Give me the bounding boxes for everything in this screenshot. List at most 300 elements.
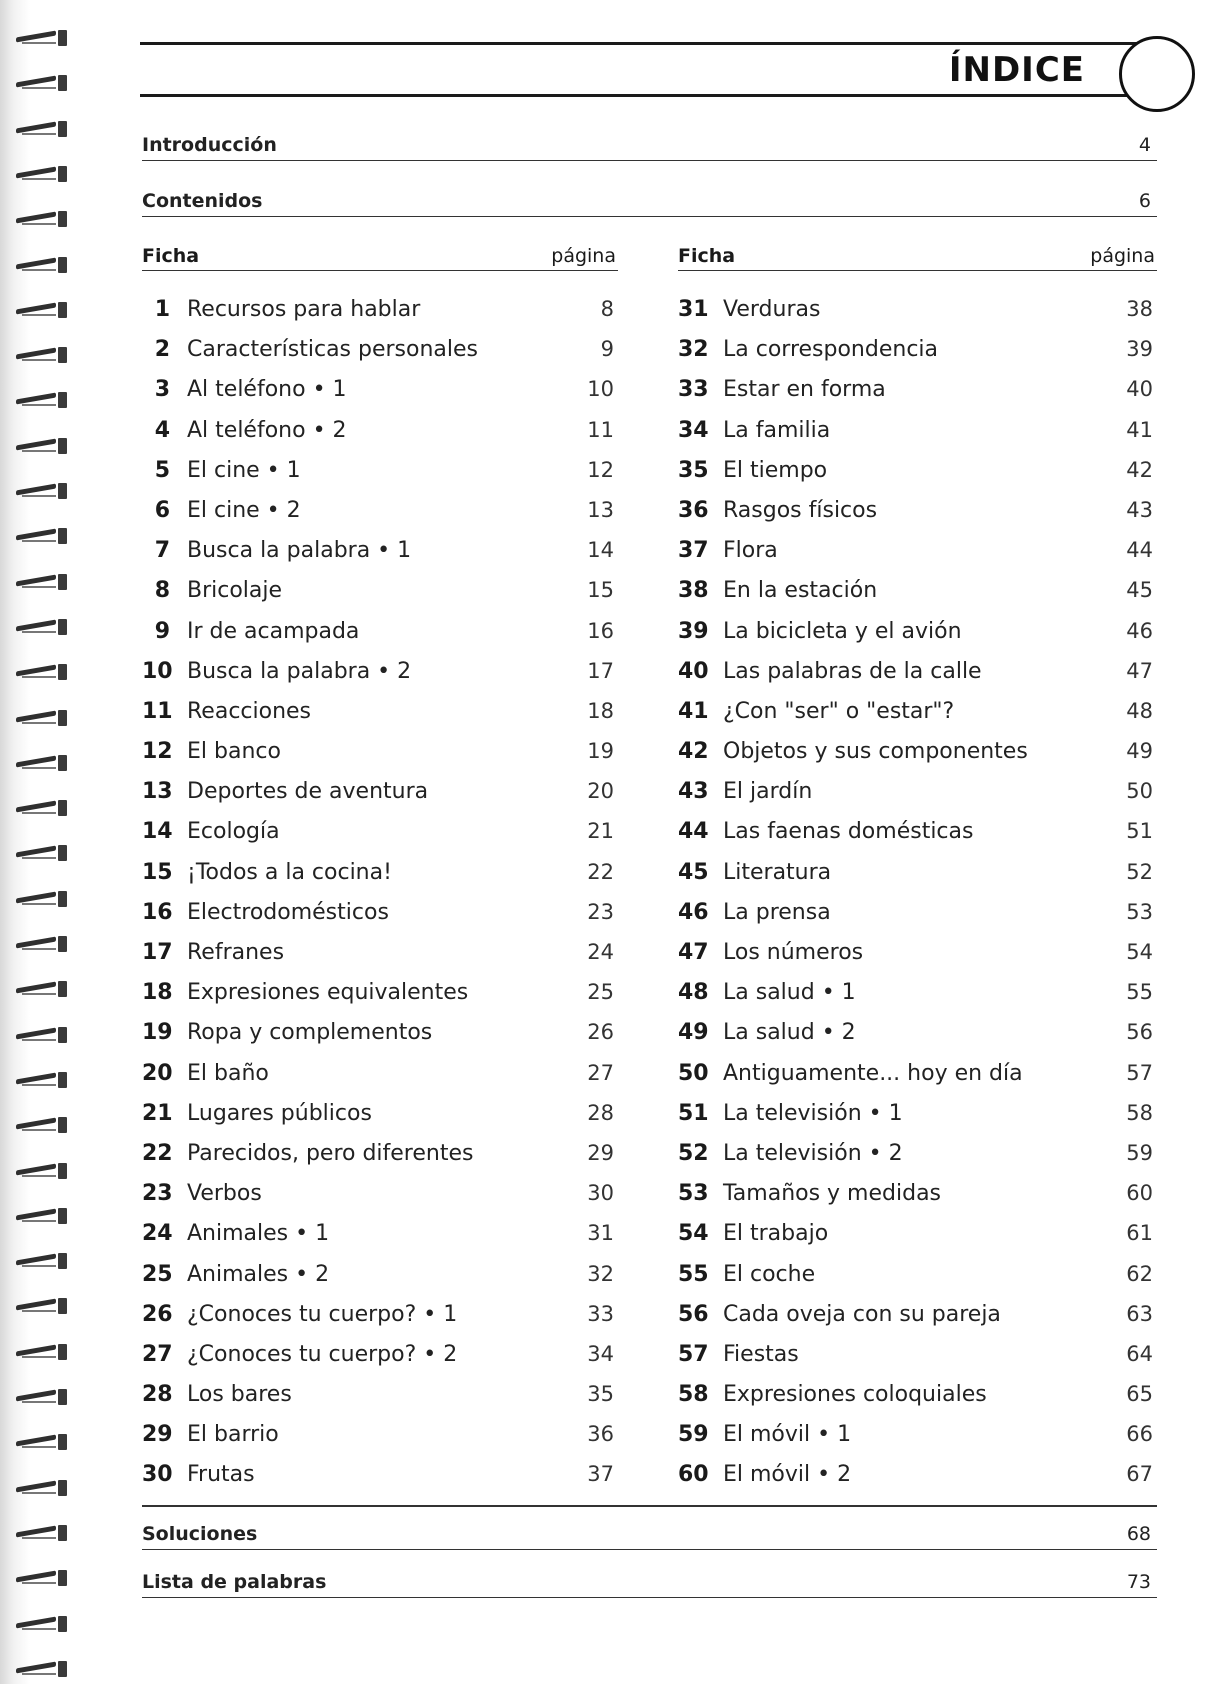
ficha-page: 26 xyxy=(587,1020,614,1045)
ficha-row[interactable] xyxy=(142,1135,618,1175)
fichas-list-left xyxy=(142,291,618,1497)
ficha-page: 54 xyxy=(1126,940,1153,964)
binding-ring xyxy=(16,345,70,365)
ficha-number: 51 xyxy=(678,1100,709,1126)
ficha-number: 38 xyxy=(678,578,709,604)
ficha-row[interactable] xyxy=(142,1296,618,1336)
ficha-number: 14 xyxy=(142,819,173,845)
ficha-number: 39 xyxy=(678,618,709,644)
ficha-row[interactable] xyxy=(678,1055,1157,1095)
ficha-number: 33 xyxy=(678,377,709,403)
fichas-list-right xyxy=(678,291,1157,1497)
ficha-number: 27 xyxy=(142,1341,173,1367)
ficha-page: 22 xyxy=(587,859,614,884)
binding-ring xyxy=(16,572,70,592)
ficha-title: El móvil • 2 xyxy=(723,1462,852,1488)
ficha-number: 55 xyxy=(678,1261,709,1287)
ficha-page: 50 xyxy=(1126,779,1153,804)
ficha-title: Busca la palabra • 1 xyxy=(187,538,412,564)
binding-ring xyxy=(16,662,70,682)
binding-ring xyxy=(16,1161,70,1181)
ficha-title: Ir de acampada xyxy=(187,618,360,644)
binding-ring xyxy=(16,1387,70,1407)
ficha-number: 21 xyxy=(142,1100,173,1126)
column-header-pagina: página xyxy=(1090,245,1155,267)
ficha-page: 65 xyxy=(1126,1382,1153,1407)
ficha-title: Los números xyxy=(723,940,864,965)
ficha-title: Al teléfono • 1 xyxy=(187,377,347,403)
entry-soluciones[interactable] xyxy=(142,1515,1157,1550)
ficha-number: 2 xyxy=(154,337,170,363)
ficha-number: 31 xyxy=(678,297,709,322)
binding-ring xyxy=(16,753,70,773)
ficha-row[interactable] xyxy=(142,331,618,371)
ficha-page: 25 xyxy=(587,980,614,1005)
binding-ring xyxy=(16,798,70,818)
ficha-title: El cine • 2 xyxy=(187,497,301,523)
ficha-page: 67 xyxy=(1126,1462,1153,1487)
entry-page: 73 xyxy=(1126,1571,1151,1593)
ficha-row[interactable] xyxy=(678,1175,1157,1215)
ficha-title: Verbos xyxy=(187,1181,262,1207)
ficha-page: 9 xyxy=(600,337,614,362)
ficha-number: 20 xyxy=(142,1060,173,1086)
ficha-title: Recursos para hablar xyxy=(187,297,421,322)
ficha-title: Ropa y complementos xyxy=(187,1020,433,1046)
ficha-number: 48 xyxy=(678,980,709,1006)
ficha-row[interactable] xyxy=(678,854,1157,894)
ficha-page: 15 xyxy=(587,578,614,603)
binding-ring xyxy=(16,1478,70,1498)
ficha-row[interactable] xyxy=(678,1014,1157,1054)
binding-ring xyxy=(16,708,70,728)
ficha-row[interactable] xyxy=(678,412,1157,452)
ficha-title: El cine • 1 xyxy=(187,457,301,483)
ficha-number: 6 xyxy=(154,497,170,523)
ficha-page: 39 xyxy=(1126,337,1153,362)
ficha-title: La televisión • 2 xyxy=(723,1140,903,1166)
ficha-row[interactable] xyxy=(142,1055,618,1095)
ficha-page: 14 xyxy=(587,538,614,563)
ficha-row[interactable] xyxy=(142,1215,618,1255)
ficha-title: El baño xyxy=(187,1060,269,1086)
binding-ring xyxy=(16,1251,70,1271)
ficha-page: 16 xyxy=(587,618,614,643)
ficha-row[interactable] xyxy=(678,773,1157,813)
ficha-title: Refranes xyxy=(187,940,285,965)
column-header-ficha: Ficha xyxy=(142,245,200,267)
ficha-title: ¿Conoces tu cuerpo? • 1 xyxy=(187,1301,458,1327)
ficha-number: 3 xyxy=(154,377,170,403)
ficha-row[interactable] xyxy=(142,1256,618,1296)
binding-ring xyxy=(16,843,70,863)
binding-ring xyxy=(16,436,70,456)
ficha-page: 60 xyxy=(1126,1181,1153,1206)
entry-introduccion[interactable] xyxy=(142,126,1157,161)
ficha-page: 44 xyxy=(1126,538,1153,563)
ficha-page: 20 xyxy=(587,779,614,804)
ficha-page: 63 xyxy=(1126,1301,1153,1326)
ficha-number: 22 xyxy=(142,1140,173,1166)
ficha-row[interactable] xyxy=(142,291,618,331)
ficha-number: 54 xyxy=(678,1221,709,1247)
ficha-row[interactable] xyxy=(678,532,1157,572)
fichas-column-left xyxy=(142,240,618,1497)
ficha-page: 66 xyxy=(1126,1422,1153,1447)
spiral-binding xyxy=(0,0,78,1684)
ficha-page: 13 xyxy=(587,497,614,522)
ficha-title: Rasgos físicos xyxy=(723,497,878,523)
ficha-row[interactable] xyxy=(678,934,1157,974)
ficha-row[interactable] xyxy=(678,693,1157,733)
ficha-page: 10 xyxy=(587,377,614,402)
ficha-title: El trabajo xyxy=(723,1221,829,1247)
entry-label: Soluciones xyxy=(142,1523,258,1545)
ficha-title: El tiempo xyxy=(723,457,828,483)
ficha-page: 52 xyxy=(1126,859,1153,884)
ficha-title: ¿Con "ser" o "estar"? xyxy=(723,698,955,724)
ficha-number: 52 xyxy=(678,1140,709,1166)
ficha-number: 9 xyxy=(154,618,170,644)
ficha-title: Las faenas domésticas xyxy=(723,819,974,845)
ficha-number: 24 xyxy=(142,1221,173,1247)
binding-ring xyxy=(16,1025,70,1045)
ficha-row[interactable] xyxy=(678,613,1157,653)
binding-ring xyxy=(16,889,70,909)
ficha-title: Verduras xyxy=(723,297,821,322)
ficha-row[interactable] xyxy=(678,492,1157,532)
ficha-title: La salud • 1 xyxy=(723,980,856,1006)
ficha-page: 49 xyxy=(1126,739,1153,764)
ficha-row[interactable] xyxy=(142,693,618,733)
ficha-row[interactable] xyxy=(142,1336,618,1376)
ficha-row[interactable] xyxy=(678,653,1157,693)
ficha-number: 4 xyxy=(154,417,170,443)
ficha-number: 41 xyxy=(678,698,709,724)
ficha-row[interactable] xyxy=(142,412,618,452)
ficha-row[interactable] xyxy=(142,894,618,934)
ficha-title: El coche xyxy=(723,1261,816,1287)
binding-ring xyxy=(16,979,70,999)
entry-contenidos[interactable] xyxy=(142,182,1157,217)
ficha-number: 42 xyxy=(678,739,709,765)
ficha-page: 59 xyxy=(1126,1140,1153,1165)
ficha-page: 61 xyxy=(1126,1221,1153,1246)
ficha-row[interactable] xyxy=(678,1135,1157,1175)
binding-ring xyxy=(16,1568,70,1588)
header-rule-top xyxy=(140,42,1145,45)
ficha-title: Expresiones coloquiales xyxy=(723,1382,987,1408)
ficha-number: 43 xyxy=(678,779,709,805)
ficha-number: 25 xyxy=(142,1261,173,1287)
binding-ring xyxy=(16,300,70,320)
entry-label: Introducción xyxy=(142,134,277,156)
ficha-row[interactable] xyxy=(678,974,1157,1014)
ficha-title: Literatura xyxy=(723,859,832,885)
ficha-title: El barrio xyxy=(187,1422,279,1448)
binding-ring xyxy=(16,1614,70,1634)
ficha-number: 37 xyxy=(678,538,709,564)
ficha-title: Las palabras de la calle xyxy=(723,658,982,684)
ficha-number: 5 xyxy=(154,457,170,483)
ficha-page: 21 xyxy=(587,819,614,844)
ficha-title: Frutas xyxy=(187,1462,255,1488)
ficha-number: 12 xyxy=(142,739,173,765)
ficha-row[interactable] xyxy=(678,291,1157,331)
ficha-page: 23 xyxy=(587,899,614,924)
ficha-title: La prensa xyxy=(723,899,831,925)
ficha-number: 29 xyxy=(142,1422,173,1448)
entry-label: Lista de palabras xyxy=(142,1571,327,1593)
ficha-number: 18 xyxy=(142,980,173,1006)
ficha-page: 41 xyxy=(1126,417,1153,442)
ficha-row[interactable] xyxy=(142,532,618,572)
section-divider xyxy=(142,1505,1157,1507)
ficha-number: 1 xyxy=(154,297,170,322)
binding-ring xyxy=(16,1115,70,1135)
binding-ring xyxy=(16,1206,70,1226)
entry-page: 4 xyxy=(1138,134,1151,156)
ficha-row[interactable] xyxy=(142,1456,618,1496)
binding-ring xyxy=(16,1659,70,1679)
ficha-title: La familia xyxy=(723,417,831,443)
ficha-row[interactable] xyxy=(142,492,618,532)
binding-ring xyxy=(16,164,70,184)
ficha-row[interactable] xyxy=(678,1416,1157,1456)
ficha-title: Deportes de aventura xyxy=(187,779,429,805)
page-title: ÍNDICE xyxy=(948,50,1085,90)
ficha-number: 46 xyxy=(678,899,709,925)
binding-ring xyxy=(16,934,70,954)
ficha-row[interactable] xyxy=(142,1014,618,1054)
ficha-title: Lugares públicos xyxy=(187,1100,372,1126)
ficha-number: 45 xyxy=(678,859,709,885)
ficha-row[interactable] xyxy=(142,653,618,693)
ficha-title: Cada oveja con su pareja xyxy=(723,1301,1001,1327)
ficha-page: 12 xyxy=(587,457,614,482)
ficha-row[interactable] xyxy=(678,331,1157,371)
ficha-page: 42 xyxy=(1126,457,1153,482)
ficha-number: 32 xyxy=(678,337,709,363)
entry-page: 68 xyxy=(1126,1523,1151,1545)
binding-ring xyxy=(16,1523,70,1543)
ficha-number: 10 xyxy=(142,658,173,684)
ficha-row[interactable] xyxy=(678,733,1157,773)
ficha-number: 57 xyxy=(678,1341,709,1367)
ficha-page: 33 xyxy=(587,1301,614,1326)
entry-page: 6 xyxy=(1138,190,1151,212)
ficha-number: 56 xyxy=(678,1301,709,1327)
ficha-title: Objetos y sus componentes xyxy=(723,739,1028,765)
ficha-title: La televisión • 1 xyxy=(723,1100,903,1126)
ficha-title: Busca la palabra • 2 xyxy=(187,658,412,684)
ficha-page: 56 xyxy=(1126,1020,1153,1045)
ficha-title: Estar en forma xyxy=(723,377,886,403)
ficha-page: 57 xyxy=(1126,1060,1153,1085)
ficha-title: El banco xyxy=(187,739,281,765)
ficha-title: ¿Conoces tu cuerpo? • 2 xyxy=(187,1341,458,1367)
ficha-row[interactable] xyxy=(678,1256,1157,1296)
binding-ring xyxy=(16,617,70,637)
ficha-title: Flora xyxy=(723,538,778,564)
ficha-page: 38 xyxy=(1126,297,1153,321)
ficha-page: 17 xyxy=(587,658,614,683)
ficha-number: 44 xyxy=(678,819,709,845)
ficha-title: La correspondencia xyxy=(723,337,939,363)
ficha-page: 30 xyxy=(587,1181,614,1206)
ficha-title: El móvil • 1 xyxy=(723,1422,852,1448)
ficha-number: 59 xyxy=(678,1422,709,1448)
ficha-page: 35 xyxy=(587,1382,614,1407)
ficha-number: 16 xyxy=(142,899,173,925)
ficha-row[interactable] xyxy=(678,1095,1157,1135)
ficha-number: 11 xyxy=(142,698,173,724)
ficha-row[interactable] xyxy=(678,1336,1157,1376)
ficha-title: El jardín xyxy=(723,779,813,805)
column-header xyxy=(678,240,1157,271)
fichas-column-right xyxy=(678,240,1157,1497)
ficha-page: 24 xyxy=(587,940,614,964)
entry-label: Contenidos xyxy=(142,190,263,212)
ficha-page: 53 xyxy=(1126,899,1153,924)
ficha-page: 45 xyxy=(1126,578,1153,603)
ficha-page: 62 xyxy=(1126,1261,1153,1286)
ficha-page: 46 xyxy=(1126,618,1153,643)
ficha-row[interactable] xyxy=(142,773,618,813)
ficha-row[interactable] xyxy=(142,974,618,1014)
entry-lista-de-palabras[interactable] xyxy=(142,1563,1157,1598)
ficha-title: En la estación xyxy=(723,578,878,604)
ficha-page: 55 xyxy=(1126,980,1153,1005)
ficha-page: 18 xyxy=(587,698,614,723)
ficha-row[interactable] xyxy=(142,934,618,974)
ficha-row[interactable] xyxy=(142,572,618,612)
ficha-number: 53 xyxy=(678,1181,709,1207)
ficha-row[interactable] xyxy=(142,1175,618,1215)
ficha-title: Ecología xyxy=(187,819,280,845)
ficha-number: 49 xyxy=(678,1020,709,1046)
ficha-row[interactable] xyxy=(142,733,618,773)
ficha-number: 60 xyxy=(678,1462,709,1488)
ficha-row[interactable] xyxy=(678,371,1157,411)
ficha-title: Características personales xyxy=(187,337,479,363)
ficha-row[interactable] xyxy=(678,1456,1157,1496)
ficha-page: 32 xyxy=(587,1261,614,1286)
ficha-row[interactable] xyxy=(142,1095,618,1135)
ficha-page: 48 xyxy=(1126,698,1153,723)
ficha-page: 31 xyxy=(587,1221,614,1246)
binding-ring xyxy=(16,1432,70,1452)
ficha-page: 64 xyxy=(1126,1341,1153,1366)
binding-ring xyxy=(16,1070,70,1090)
ficha-page: 47 xyxy=(1126,658,1153,683)
ficha-title: Parecidos, pero diferentes xyxy=(187,1140,474,1166)
ficha-number: 47 xyxy=(678,940,709,965)
ficha-page: 37 xyxy=(587,1462,614,1487)
ficha-page: 58 xyxy=(1126,1100,1153,1125)
ficha-number: 34 xyxy=(678,417,709,443)
column-header-ficha: Ficha xyxy=(678,245,736,267)
ficha-row[interactable] xyxy=(678,572,1157,612)
ficha-page: 8 xyxy=(600,297,614,321)
ficha-row[interactable] xyxy=(142,1416,618,1456)
header-circle-icon xyxy=(1119,36,1195,112)
ficha-row[interactable] xyxy=(678,452,1157,492)
ficha-row[interactable] xyxy=(678,813,1157,853)
ficha-page: 28 xyxy=(587,1100,614,1125)
ficha-number: 15 xyxy=(142,859,173,885)
ficha-number: 8 xyxy=(154,578,170,604)
column-header-pagina: página xyxy=(551,245,616,267)
ficha-number: 35 xyxy=(678,457,709,483)
ficha-page: 11 xyxy=(587,417,614,442)
binding-ring xyxy=(16,28,70,48)
ficha-title: Reacciones xyxy=(187,698,312,724)
ficha-page: 29 xyxy=(587,1140,614,1165)
ficha-title: Animales • 1 xyxy=(187,1221,330,1247)
ficha-title: ¡Todos a la cocina! xyxy=(187,859,392,885)
ficha-title: Electrodomésticos xyxy=(187,899,389,925)
ficha-page: 43 xyxy=(1126,497,1153,522)
binding-ring xyxy=(16,526,70,546)
ficha-title: Tamaños y medidas xyxy=(723,1181,942,1207)
ficha-row[interactable] xyxy=(678,1296,1157,1336)
ficha-number: 17 xyxy=(142,940,173,965)
binding-ring xyxy=(16,1342,70,1362)
binding-ring xyxy=(16,73,70,93)
ficha-number: 26 xyxy=(142,1301,173,1327)
ficha-number: 23 xyxy=(142,1181,173,1207)
ficha-number: 36 xyxy=(678,497,709,523)
ficha-row[interactable] xyxy=(678,894,1157,934)
ficha-page: 34 xyxy=(587,1341,614,1366)
column-header xyxy=(142,240,618,271)
ficha-title: Animales • 2 xyxy=(187,1261,330,1287)
binding-ring xyxy=(16,390,70,410)
binding-ring xyxy=(16,119,70,139)
ficha-number: 30 xyxy=(142,1462,173,1488)
ficha-page: 27 xyxy=(587,1060,614,1085)
binding-ring xyxy=(16,1296,70,1316)
ficha-row[interactable] xyxy=(142,452,618,492)
ficha-number: 13 xyxy=(142,779,173,805)
ficha-number: 58 xyxy=(678,1382,709,1408)
ficha-number: 7 xyxy=(154,538,170,564)
ficha-row[interactable] xyxy=(142,613,618,653)
ficha-row[interactable] xyxy=(678,1215,1157,1255)
ficha-row[interactable] xyxy=(142,1376,618,1416)
ficha-row[interactable] xyxy=(142,854,618,894)
ficha-page: 51 xyxy=(1126,819,1153,844)
ficha-number: 50 xyxy=(678,1060,709,1086)
ficha-title: Bricolaje xyxy=(187,578,283,604)
binding-ring xyxy=(16,481,70,501)
ficha-number: 19 xyxy=(142,1020,173,1046)
ficha-row[interactable] xyxy=(678,1376,1157,1416)
ficha-title: Fiestas xyxy=(723,1341,799,1367)
ficha-row[interactable] xyxy=(142,813,618,853)
ficha-page: 36 xyxy=(587,1422,614,1447)
ficha-row[interactable] xyxy=(142,371,618,411)
ficha-page: 40 xyxy=(1126,377,1153,402)
ficha-title: La bicicleta y el avión xyxy=(723,618,962,644)
ficha-title: La salud • 2 xyxy=(723,1020,856,1046)
header-rule-bottom xyxy=(140,94,1145,97)
ficha-number: 40 xyxy=(678,658,709,684)
ficha-title: Los bares xyxy=(187,1382,292,1408)
ficha-title: Antiguamente... hoy en día xyxy=(723,1060,1023,1086)
ficha-page: 19 xyxy=(587,739,614,764)
